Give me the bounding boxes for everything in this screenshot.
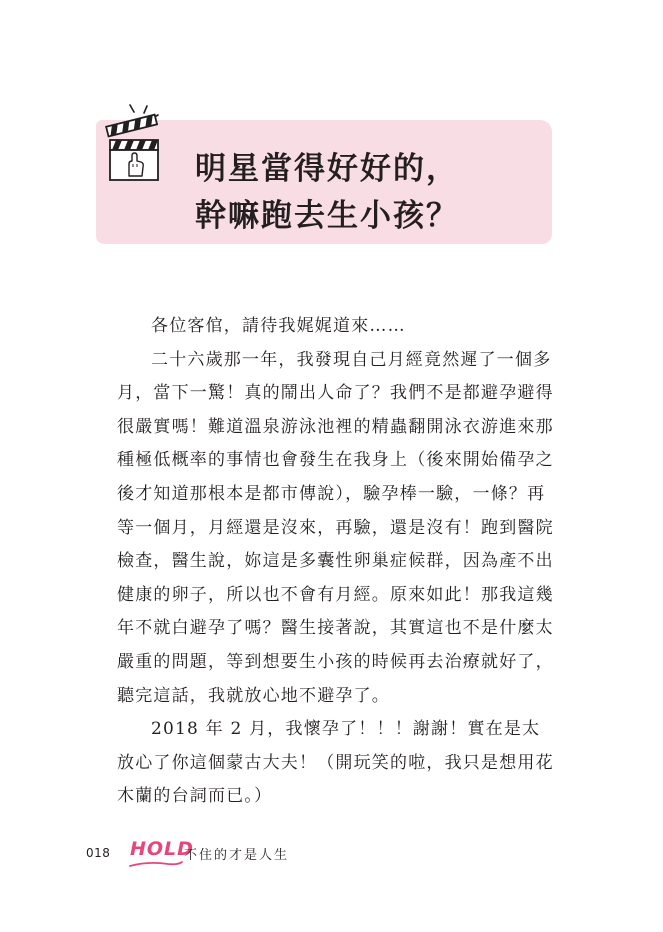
body-paragraph: 各位客倌，請待我娓娓道來…… xyxy=(151,316,406,336)
clapperboard-hand-icon xyxy=(100,104,172,188)
body-paragraph: 2018 年 2 月，我懷孕了！！！謝謝！實在是太放心了你這個蒙古大夫！（開玩笑的啦，我只是想用花木蘭的台詞而已。） xyxy=(117,719,554,807)
body-paragraph: 二十六歲那一年，我發現自己月經竟然遲了一個多月，當下一驚！真的鬧出人命了？我們不是都避孕避得很嚴實嗎！難道溫泉游泳池裡的精蟲翻開泳衣游進來那種極低概率的事情也會發生在我身上（後來開始備孕之後才知道那根本是都市傳說），驗孕棒一驗，一條？再等一個月，月經還是沒來，再驗，還是沒有！跑到醫院檢查，醫生說，妳這是多囊性卵巢症候群，因為產不出健康的卵子，所以也不會有月經。原來如此！那我這幾年不就白避孕了嗎？醫生接著說，其實這也不是什麼太嚴重的問題，等到想要生小孩的時候再去治療就好了，聽完這話，我就放心地不避孕了。 xyxy=(117,349,554,706)
page-number: 018 xyxy=(86,846,111,860)
chapter-title-line-1: 明星當得好好的， xyxy=(195,151,459,187)
logo-underline-icon xyxy=(128,858,184,870)
book-tagline: 不住的才是人生 xyxy=(184,848,290,863)
chapter-title-line-2: 幹嘛跑去生小孩？ xyxy=(195,198,459,234)
body-text xyxy=(117,310,557,814)
book-logo: HOLD xyxy=(130,838,194,860)
